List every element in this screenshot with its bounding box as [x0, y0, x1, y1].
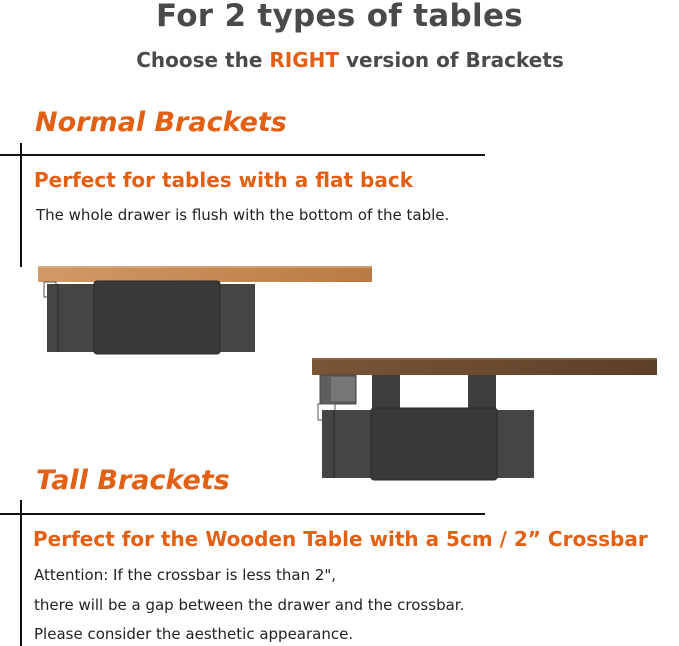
tall-brackets-note-line-1: Attention: If the crossbar is less than 2", [34, 566, 337, 584]
normal-bracket-illustration [38, 266, 372, 354]
subtitle-after: version of Brackets [345, 48, 564, 72]
light-wood-tabletop [38, 266, 372, 282]
tall-bracket-illustration [312, 358, 657, 480]
tall-divider-vertical [20, 500, 22, 646]
normal-brackets-heading: Normal Brackets [35, 107, 287, 138]
tall-brackets-heading: Tall Brackets [36, 465, 230, 496]
tall-divider-horizontal [0, 513, 485, 515]
dark-wood-tabletop [312, 358, 657, 375]
tall-brackets-subheading: Perfect for the Wooden Table with a 5cm / 2” Crossbar [33, 527, 648, 551]
tall-brackets-note-line-3: Please consider the aesthetic appearance. [34, 625, 354, 643]
subtitle-accent: RIGHT [269, 48, 339, 72]
drawer-front-panel [94, 281, 220, 354]
normal-brackets-subheading: Perfect for tables with a flat back [34, 168, 414, 192]
normal-brackets-description: The whole drawer is flush with the bottom of the table. [36, 206, 450, 224]
tall-bracket-post-right [468, 375, 496, 413]
page-title: For 2 types of tables [155, 0, 524, 34]
drawer-front-panel [371, 408, 497, 480]
subtitle-before: Choose the [136, 48, 263, 72]
tall-bracket-post-left [372, 375, 400, 413]
tall-brackets-note-line-2: there will be a gap between the drawer and the crossbar. [34, 596, 465, 614]
